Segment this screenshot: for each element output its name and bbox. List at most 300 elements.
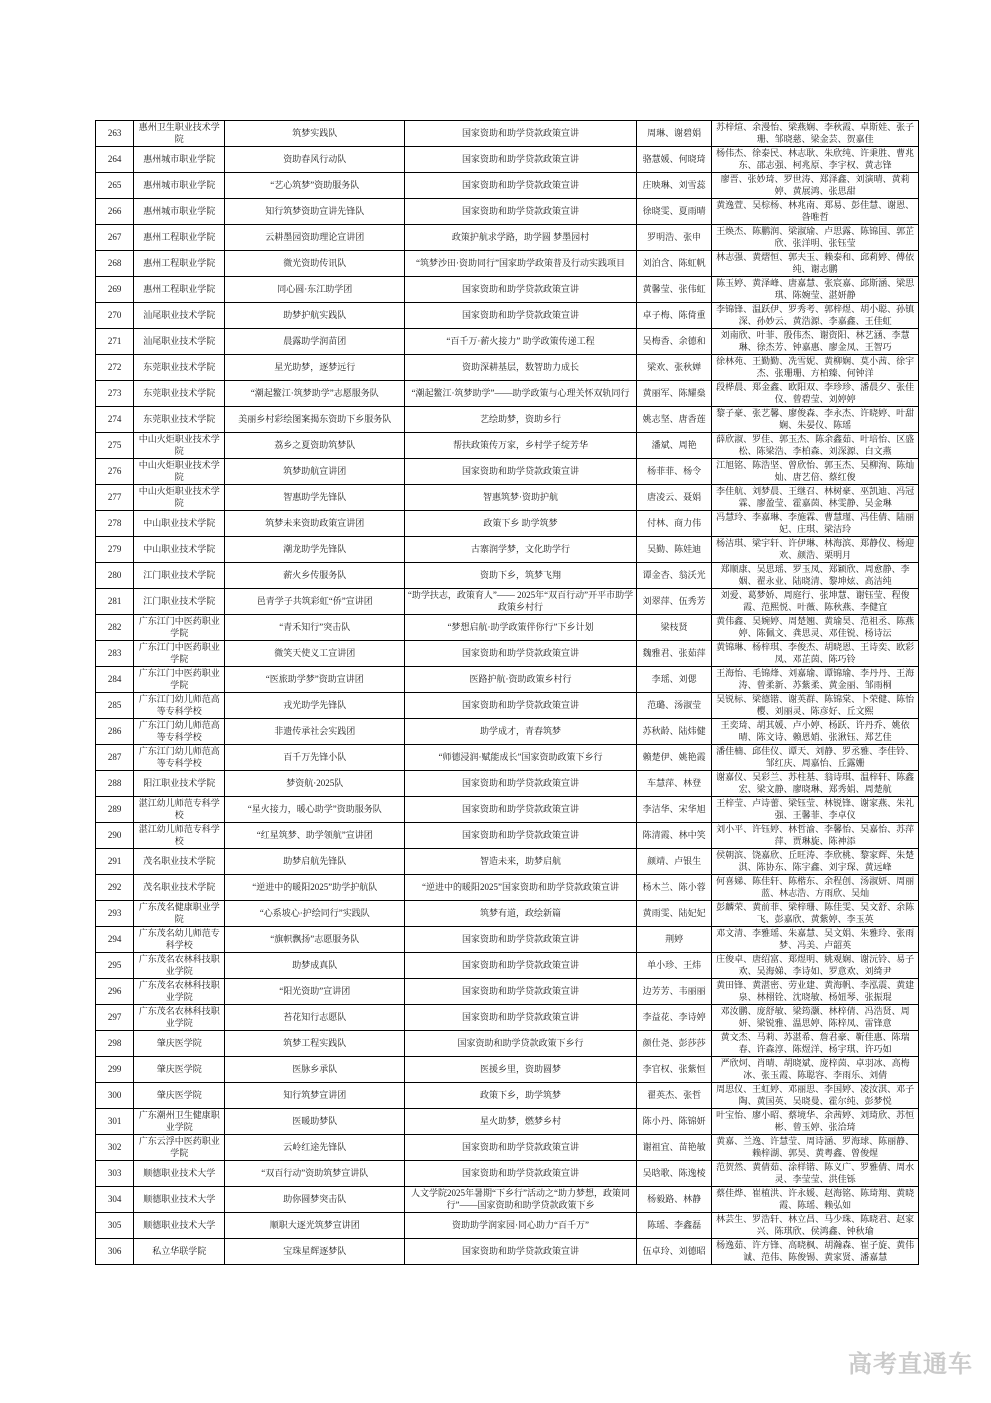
school-cell: 顺德职业技术大学 (134, 1187, 225, 1213)
school-cell: 顺德职业技术大学 (134, 1213, 225, 1239)
theme-cell: 助学成才，青春筑梦 (405, 719, 637, 745)
members-cell: 黄文杰、马莉、苏湛希、詹君豪、靳佳惠、陈瑞春、许森淳、陈煜洋、杨宇琪、许巧如 (712, 1031, 919, 1057)
members-cell: 徐林苑、王勤勤、冼雪妮、黄柳娴、莫小茜、徐宇杰、张珊珊、方柏臻、何钟洋 (712, 355, 919, 381)
school-cell: 广东江门中医药职业学院 (134, 641, 225, 667)
theme-cell: 星火助梦，燃梦乡村 (405, 1109, 637, 1135)
school-cell: 肇庆医学院 (134, 1083, 225, 1109)
table-row (96, 979, 919, 1005)
team-name-cell: “青禾知行”突击队 (225, 615, 405, 641)
table-row (96, 121, 919, 147)
members-cell: 王焕杰、陈鹏润、梁淑瑜、卢思露、陈锦国、郭芷欣、张洋明、张钰莹 (712, 225, 919, 251)
members-cell: 严欣炣、肖晴、胡晓斌、庞梓茵、卓羽冰、高梅冰、张玉霞、陈聪容、李雨乐、刘倩 (712, 1057, 919, 1083)
table-row (96, 433, 919, 459)
theme-cell: 智惠筑梦·资助护航 (405, 485, 637, 511)
advisors-cell: 边芳芳、韦丽丽 (636, 979, 711, 1005)
table-row (96, 797, 919, 823)
table-row (96, 1161, 919, 1187)
advisors-cell: 范璐、汤淑莹 (636, 693, 711, 719)
theme-cell: 国家资助和助学贷款政策下乡行 (405, 1031, 637, 1057)
theme-cell: 国家资助和助学贷款政策宣讲 (405, 303, 637, 329)
advisors-cell: 骆慧媛、何晓琦 (636, 147, 711, 173)
table-row (96, 953, 919, 979)
team-name-cell: 筑梦助航宣讲团 (225, 459, 405, 485)
row-number-cell: 290 (96, 823, 134, 849)
school-cell: 广东潮州卫生健康职业学院 (134, 1109, 225, 1135)
members-cell: 谢嘉仪、吴彩兰、苏柱基、翁诗琪、温梓轩、陈鑫宏、梁文静、廖晓琳、郑秀娟、周楚航 (712, 771, 919, 797)
row-number-cell: 285 (96, 693, 134, 719)
school-cell: 广东茂名健康职业学院 (134, 901, 225, 927)
members-cell: 郑顺康、吴思瑶、罗玉凤、郑颖欣、周愈静、李姻、翟永业、陆晓清、黎坤炫、高洁纯 (712, 563, 919, 589)
members-cell: 刘小平、许钰婷、林哲渝、李馨怡、吴嘉怡、苏萍萍、贾琳旋、陈神添 (712, 823, 919, 849)
advisors-cell: 黄雨雯、陆妃妃 (636, 901, 711, 927)
table-row (96, 173, 919, 199)
team-name-cell: 助你圆梦突击队 (225, 1187, 405, 1213)
members-cell: 苏梓煊、余漫怡、梁燕娴、李秋霞、卓斯娃、张子珊、邹晓慈、梁金芸、贺嘉佳 (712, 121, 919, 147)
theme-cell: “梦想启航·助学政策伴你行”下乡计划 (405, 615, 637, 641)
theme-cell: “师德浸润·赋能成长”国家资助政策下乡行 (405, 745, 637, 771)
members-cell: 刘爱、葛梦娇、周庭行、张坤慧、谢钰莹、程俊霞、范熙悦、叶薇、陈秋燕、李健宜 (712, 589, 919, 615)
table-row (96, 1031, 919, 1057)
advisors-cell: 陈瑶、李鑫磊 (636, 1213, 711, 1239)
team-name-cell: 微笑天使义工宣讲团 (225, 641, 405, 667)
team-name-cell: 荔乡之夏资助筑梦队 (225, 433, 405, 459)
team-name-cell: 筑梦未来资助政策宣讲团 (225, 511, 405, 537)
table-row (96, 1135, 919, 1161)
row-number-cell: 299 (96, 1057, 134, 1083)
row-number-cell: 296 (96, 979, 134, 1005)
team-name-cell: 医暖助梦队 (225, 1109, 405, 1135)
theme-cell: 国家资助和助学贷款政策宣讲 (405, 173, 637, 199)
advisors-cell: 吴梅香、余德和 (636, 329, 711, 355)
school-cell: 肇庆医学院 (134, 1057, 225, 1083)
team-name-cell: 云耕墨园资助理论宣讲团 (225, 225, 405, 251)
team-name-cell: “逆进中的暖阳2025”助学护航队 (225, 875, 405, 901)
theme-cell: “逆进中的暖阳2025”国家资助和助学贷款政策宣讲 (405, 875, 637, 901)
advisors-cell: 卓子梅、陈倚重 (636, 303, 711, 329)
row-number-cell: 273 (96, 381, 134, 407)
advisors-cell: 苏秋龄、陆炜健 (636, 719, 711, 745)
team-name-cell: 百千万先锋小队 (225, 745, 405, 771)
school-cell: 广东茂名农林科技职业学院 (134, 1005, 225, 1031)
theme-cell: 国家资助和助学贷款政策宣讲 (405, 823, 637, 849)
row-number-cell: 266 (96, 199, 134, 225)
school-cell: 湛江幼儿师范专科学校 (134, 797, 225, 823)
row-number-cell: 269 (96, 277, 134, 303)
table-row (96, 1109, 919, 1135)
members-cell: 杨逸茹、许方锋、高晓枫、胡瀚森、崔子旋、黄伟诚、范伟、陈俊锡、黄家贤、潘嘉慧 (712, 1239, 919, 1265)
members-cell: 杨洁琪、梁宇轩、许伊琳、林海滨、郑静仪、杨迎欢、颜浩、栗明月 (712, 537, 919, 563)
row-number-cell: 264 (96, 147, 134, 173)
row-number-cell: 280 (96, 563, 134, 589)
advisors-cell: 黄馨莹、张伟虹 (636, 277, 711, 303)
members-cell: 王海怡、毛锦烽、刘嘉瑜、谭锦瑜、李丹丹、王海涛、曾柔新、苏紫柔、黄金丽、邹雨桐 (712, 667, 919, 693)
advisors-cell: 梁枝贤 (636, 615, 711, 641)
advisors-cell: 伍卓玲、刘德昭 (636, 1239, 711, 1265)
school-cell: 茂名职业技术学院 (134, 849, 225, 875)
row-number-cell: 282 (96, 615, 134, 641)
members-cell: 黄逸萱、吴棕杨、林兆南、郑易、彭佳慧、谢恩、昝唯哲 (712, 199, 919, 225)
team-name-cell: 苔花知行志愿队 (225, 1005, 405, 1031)
members-cell: 段桦晨、郑金鑫、欧阳双、李珍珍、潘晨夕、张佳仪、曾碧莹、刘婷婷 (712, 381, 919, 407)
table-row (96, 225, 919, 251)
members-cell: 黄田锋、黄湛密、劳业建、黄海帆、李泓震、黄建泉、林栩铨、沈晓敏、杨妞琴、张振琨 (712, 979, 919, 1005)
team-name-cell: 顺职大逐光筑梦宣讲团 (225, 1213, 405, 1239)
school-cell: 江门职业技术学院 (134, 563, 225, 589)
members-cell: 廖晋、张妙琦、罗世涛、郑泽鑫、刘演晴、黄莉婷、黄展鸿、张思甜 (712, 173, 919, 199)
advisors-cell: 黄丽军、陈耀燊 (636, 381, 711, 407)
members-cell: 彭麟荣、黄前菲、梁梓珊、陈佳雯、吴文舒、余陈飞、彭嘉欣、黄紫婷、李玉英 (712, 901, 919, 927)
row-number-cell: 293 (96, 901, 134, 927)
row-number-cell: 304 (96, 1187, 134, 1213)
theme-cell: 国家资助和助学贷款政策宣讲 (405, 1005, 637, 1031)
members-cell: 周思仪、王虹婷、邓丽思、李国婷、凌汝淇、邓子陶、黄国英、吴晓曼、霍尔纯、彭梦悦 (712, 1083, 919, 1109)
members-cell: 潘佳楠、邱佳仪、谭天、刘静、罗丞雅、李佳铃、邹红庆、周嘉怡、丘露姗 (712, 745, 919, 771)
school-cell: 湛江幼儿师范专科学校 (134, 823, 225, 849)
members-cell: 何喜娣、陈佳轩、陈楷东、余程创、汤淑妍、周丽蓝、林志浩、方雨欣、吴灿 (712, 875, 919, 901)
school-cell: 中山火炬职业技术学院 (134, 433, 225, 459)
advisors-cell: 吴晗歌、陈逸棱 (636, 1161, 711, 1187)
table-row (96, 745, 919, 771)
table-row (96, 771, 919, 797)
theme-cell: 国家资助和助学贷款政策宣讲 (405, 1239, 637, 1265)
school-cell: 茂名职业技术学院 (134, 875, 225, 901)
theme-cell: “筑梦沙田·资助同行”国家助学政策普及行动实践项目 (405, 251, 637, 277)
school-cell: 东莞职业技术学院 (134, 355, 225, 381)
row-number-cell: 277 (96, 485, 134, 511)
advisors-cell: 李瑶、刘偲 (636, 667, 711, 693)
team-name-cell: “阳光资助”宣讲团 (225, 979, 405, 1005)
advisors-cell: 周琳、谢碧娟 (636, 121, 711, 147)
theme-cell: 帮扶政策传万家，乡村学子绽芳华 (405, 433, 637, 459)
theme-cell: 政策护航求学路，助学圆 梦墨园村 (405, 225, 637, 251)
table-row (96, 537, 919, 563)
members-cell: 王梓莹、卢诗蕾、梁钰莹、林锐锋、谢家燕、朱礼强、王馨菲、李卓仪 (712, 797, 919, 823)
members-cell: 王奕琦、胡其媛、卢小婷、杨跃、许丹乔、姚依晴、陈文诗、赖恩娋、张湫钰、郑艺佳 (712, 719, 919, 745)
team-name-cell: 潮龙助学先锋队 (225, 537, 405, 563)
school-cell: 汕尾职业技术学院 (134, 329, 225, 355)
team-name-cell: 知行筑梦宣讲团 (225, 1083, 405, 1109)
team-name-cell: 智惠助学先锋队 (225, 485, 405, 511)
advisors-cell: 杨毅路、林静 (636, 1187, 711, 1213)
advisors-cell: 车慧萍、林登 (636, 771, 711, 797)
team-name-cell: 戎光助学先锋队 (225, 693, 405, 719)
school-cell: 广东云浮中医药职业学院 (134, 1135, 225, 1161)
row-number-cell: 270 (96, 303, 134, 329)
team-name-cell: 梦资航·2025队 (225, 771, 405, 797)
members-cell: 李锦锋、温跃伊、罗秀考、郭梓煜、胡小聪、孙镇深、孙妙云、黄浩源、李嘉鑫、王佳虹 (712, 303, 919, 329)
table-row (96, 459, 919, 485)
school-cell: 中山火炬职业技术学院 (134, 485, 225, 511)
table-row (96, 199, 919, 225)
advisors-cell: 梁欢、张秋婵 (636, 355, 711, 381)
members-cell: 庄俊卓、唐绍富、郑煜明、姚观娴、谢沅铃、易子欢、吴海娣、李诗如、罗意欢、刘绮尹 (712, 953, 919, 979)
theme-cell: 政策下乡，助学筑梦 (405, 1083, 637, 1109)
advisors-cell: 李益花、李诗婷 (636, 1005, 711, 1031)
row-number-cell: 271 (96, 329, 134, 355)
row-number-cell: 283 (96, 641, 134, 667)
table-row (96, 849, 919, 875)
school-cell: 阳江职业技术学院 (134, 771, 225, 797)
results-table-body (96, 121, 919, 1265)
advisors-cell: 姚志坚、唐香莲 (636, 407, 711, 433)
theme-cell: 资助下乡，筑梦飞翔 (405, 563, 637, 589)
row-number-cell: 306 (96, 1239, 134, 1265)
school-cell: 惠州城市职业学院 (134, 199, 225, 225)
members-cell: 黄嘉、兰逸、许慧莹、周诗涵、罗海球、陈丽静、赖梓湖、郭昊、黄粤鑫、曾俊煋 (712, 1135, 919, 1161)
row-number-cell: 263 (96, 121, 134, 147)
advisors-cell: 谢祖宜、苗艳敏 (636, 1135, 711, 1161)
table-row (96, 1005, 919, 1031)
theme-cell: 国家资助和助学贷款政策宣讲 (405, 1135, 637, 1161)
advisors-cell: 潘斌、周艳 (636, 433, 711, 459)
team-name-cell: “心系坡心·护绘同行”实践队 (225, 901, 405, 927)
team-name-cell: 筑梦工程实践队 (225, 1031, 405, 1057)
team-name-cell: 同心圆·东江助学团 (225, 277, 405, 303)
theme-cell: 智造未来，助梦启航 (405, 849, 637, 875)
school-cell: 中山火炬职业技术学院 (134, 459, 225, 485)
team-name-cell: 资助春风行动队 (225, 147, 405, 173)
theme-cell: 国家资助和助学贷款政策宣讲 (405, 121, 637, 147)
table-row (96, 277, 919, 303)
school-cell: 顺德职业技术大学 (134, 1161, 225, 1187)
theme-cell: 国家资助和助学贷款政策宣讲 (405, 953, 637, 979)
row-number-cell: 274 (96, 407, 134, 433)
row-number-cell: 276 (96, 459, 134, 485)
members-cell: 江旭铭、陈浩坚、曾欣怡、郭玉杰、吴柳洵、陈灿灿、唐艺倍、蔡红俊 (712, 459, 919, 485)
school-cell: 中山职业技术学院 (134, 511, 225, 537)
members-cell: 吴锐标、梁德锴、谢英群、陈锦棠、卜荣健、陈怡樱、刘丽灵、陈彦好、丘文熙 (712, 693, 919, 719)
theme-cell: 国家资助和助学贷款政策宣讲 (405, 797, 637, 823)
row-number-cell: 284 (96, 667, 134, 693)
advisors-cell: 付林、商力伟 (636, 511, 711, 537)
team-name-cell: 助梦成真队 (225, 953, 405, 979)
advisors-cell: 刘泊含、陈虹帆 (636, 251, 711, 277)
theme-cell: 人文学院2025年暑期“下乡行”活动之“助力梦想，政策同行”——国家资助和助学贷款政策下乡 (405, 1187, 637, 1213)
school-cell: 惠州卫生职业技术学院 (134, 121, 225, 147)
members-cell: 刘南欣、叶菲、殷伟杰、谢资阳、林艺涵、李慧琳、徐杰芳、钟嘉惠、廖金凤、王智巧 (712, 329, 919, 355)
theme-cell: 国家资助和助学贷款政策宣讲 (405, 199, 637, 225)
row-number-cell: 275 (96, 433, 134, 459)
row-number-cell: 268 (96, 251, 134, 277)
school-cell: 私立华联学院 (134, 1239, 225, 1265)
theme-cell: “助学扶志，政策育人”—— 2025年“双百行动”开平市助学政策乡村行 (405, 589, 637, 615)
row-number-cell: 281 (96, 589, 134, 615)
theme-cell: “潮起鳘江·筑梦助学”——助学政策与心理关怀双轨同行 (405, 381, 637, 407)
school-cell: 广东江门中医药职业学院 (134, 615, 225, 641)
members-cell: 叶宝怡、廖小昭、蔡境华、余茜婷、刘琦欣、苏恒彬、曾玉婷、张洽琦 (712, 1109, 919, 1135)
school-cell: 广东江门中医药职业学院 (134, 667, 225, 693)
row-number-cell: 294 (96, 927, 134, 953)
school-cell: 江门职业技术学院 (134, 589, 225, 615)
school-cell: 汕尾职业技术学院 (134, 303, 225, 329)
members-cell: 李佳航、刘梦晨、王继召、林树豪、巫凯迪、冯冠霖、廖盈莹、霍嘉茵、林雯静、吴金琳 (712, 485, 919, 511)
team-name-cell: 筑梦实践队 (225, 121, 405, 147)
team-name-cell: “星火接力，暖心助学”资助服务队 (225, 797, 405, 823)
row-number-cell: 291 (96, 849, 134, 875)
school-cell: 广东茂名农林科技职业学院 (134, 953, 225, 979)
advisors-cell: 李官权、张紫恒 (636, 1057, 711, 1083)
theme-cell: “百千万·薪火接力” 助学政策传递工程 (405, 329, 637, 355)
table-row (96, 1187, 919, 1213)
table-row (96, 147, 919, 173)
members-cell: 范贺然、黄倩茹、涂样锴、陈义广、罗雅倩、周水灵、李莹莹、洪佳铄 (712, 1161, 919, 1187)
team-name-cell: 微光资助传讯队 (225, 251, 405, 277)
school-cell: 广东江门幼儿师范高等专科学校 (134, 745, 225, 771)
team-name-cell: 晨露助学润苗团 (225, 329, 405, 355)
theme-cell: 国家资助和助学贷款政策宣讲 (405, 927, 637, 953)
members-cell: 黄锦琳、杨梓琪、李俊杰、胡晓恩、王诗奕、欧彩凤、邓芷茵、陈巧铃 (712, 641, 919, 667)
advisors-cell: 庄映琳、刘雪蕊 (636, 173, 711, 199)
theme-cell: 资助深耕基层，数智助力成长 (405, 355, 637, 381)
table-row (96, 667, 919, 693)
team-name-cell: “双百行动”资助筑梦宣讲队 (225, 1161, 405, 1187)
advisors-cell: 赖楚伊、姚艳霞 (636, 745, 711, 771)
members-cell: 林芸生、罗浩轩、林立昌、马少珠、陈晓君、赵家兴、陈琪欣、侯鸿鑫、钟秋瑜 (712, 1213, 919, 1239)
team-name-cell: “医旅助学梦”资助宣讲团 (225, 667, 405, 693)
row-number-cell: 278 (96, 511, 134, 537)
team-name-cell: “艺心筑梦”资助服务队 (225, 173, 405, 199)
team-name-cell: 非遗传承社会实践团 (225, 719, 405, 745)
team-name-cell: 助梦护航实践队 (225, 303, 405, 329)
team-name-cell: 邑青学子共筑彩虹“侨”宣讲团 (225, 589, 405, 615)
members-cell: 邓文清、李雅瑶、朱嘉慧、吴文娟、朱雅玲、张雨梦、冯美、卢韶英 (712, 927, 919, 953)
team-name-cell: 云岭红途先锋队 (225, 1135, 405, 1161)
table-row (96, 1057, 919, 1083)
school-cell: 广东江门幼儿师范高等专科学校 (134, 719, 225, 745)
table-row (96, 485, 919, 511)
theme-cell: 国家资助和助学贷款政策宣讲 (405, 277, 637, 303)
theme-cell: 医路护航·资助政策乡村行 (405, 667, 637, 693)
advisors-cell: 荆婷 (636, 927, 711, 953)
row-number-cell: 305 (96, 1213, 134, 1239)
table-row (96, 875, 919, 901)
row-number-cell: 300 (96, 1083, 134, 1109)
table-row (96, 927, 919, 953)
team-name-cell: 助梦启航先锋队 (225, 849, 405, 875)
theme-cell: 国家资助和助学贷款政策宣讲 (405, 641, 637, 667)
advisors-cell: 颜仕尧、彭莎莎 (636, 1031, 711, 1057)
school-cell: 肇庆医学院 (134, 1031, 225, 1057)
school-cell: 广东茂名幼儿师范专科学校 (134, 927, 225, 953)
row-number-cell: 265 (96, 173, 134, 199)
school-cell: 东莞职业技术学院 (134, 381, 225, 407)
school-cell: 惠州工程职业学院 (134, 251, 225, 277)
table-row (96, 693, 919, 719)
theme-cell: 政策下乡 助学筑梦 (405, 511, 637, 537)
advisors-cell: 吴勤、陈娃迪 (636, 537, 711, 563)
table-row (96, 407, 919, 433)
school-cell: 广东江门幼儿师范高等专科学校 (134, 693, 225, 719)
school-cell: 惠州工程职业学院 (134, 277, 225, 303)
advisors-cell: 颜靖、卢银生 (636, 849, 711, 875)
members-cell: 陈玉婷、黄泽峰、唐嘉慧、张宸嘉、邱斯涵、梁思琪、陈婉莹、湛妍静 (712, 277, 919, 303)
row-number-cell: 289 (96, 797, 134, 823)
school-cell: 广东茂名农林科技职业学院 (134, 979, 225, 1005)
members-cell: 蔡佳烨、崔植洪、许永媛、赵海铭、陈琦翔、黄晓霞、陈瑶、赖弘如 (712, 1187, 919, 1213)
team-name-cell: 知行筑梦资助宣讲先锋队 (225, 199, 405, 225)
theme-cell: 艺绘助梦，资助乡行 (405, 407, 637, 433)
members-cell: 黎子豪、张艺馨、廖俊森、李永杰、许晓婷、叶甜娴、朱晏仪、陈瑶 (712, 407, 919, 433)
theme-cell: 国家资助和助学贷款政策宣讲 (405, 979, 637, 1005)
members-cell: 林志强、黄熠恒、郭夫玉、赖泰和、邱莉婷、傅依纯、谢志鹏 (712, 251, 919, 277)
table-row (96, 641, 919, 667)
team-name-cell: “红星筑梦、助学领航”宣讲团 (225, 823, 405, 849)
row-number-cell: 288 (96, 771, 134, 797)
members-cell: 杨伟杰、徐泰民、林志耿、朱欣纯、许秉胜、曹兆东、邵志强、柯兆原、李宇权、黄志锋 (712, 147, 919, 173)
table-row (96, 615, 919, 641)
theme-cell: 筑梦有道，政绘新篇 (405, 901, 637, 927)
advisors-cell: 徐晓雯、夏雨晴 (636, 199, 711, 225)
theme-cell: 国家资助和助学贷款政策宣讲 (405, 1161, 637, 1187)
row-number-cell: 301 (96, 1109, 134, 1135)
table-row (96, 329, 919, 355)
school-cell: 惠州工程职业学院 (134, 225, 225, 251)
advisors-cell: 谭金杏、翁沃光 (636, 563, 711, 589)
row-number-cell: 303 (96, 1161, 134, 1187)
advisors-cell: 陈清霞、林中笑 (636, 823, 711, 849)
school-cell: 惠州城市职业学院 (134, 147, 225, 173)
table-row (96, 511, 919, 537)
members-cell: 冯慧玲、李嘉琳、李施霖、曹慧瑾、冯佳倩、陆丽妃、庄琪、梁洁玲 (712, 511, 919, 537)
advisors-cell: 杨菲菲、杨令 (636, 459, 711, 485)
advisors-cell: 翟英杰、张哲 (636, 1083, 711, 1109)
advisors-cell: 魏雅君、张茹萍 (636, 641, 711, 667)
theme-cell: 古寨润学梦，文化助学行 (405, 537, 637, 563)
team-name-cell: 薪火乡传服务队 (225, 563, 405, 589)
members-cell: 黄伟鑫、吴婉婷、周楚翘、黄瑜昊、范祖丞、陈燕婷、陈佩文、龚思灵、邓佳锐、杨诗沄 (712, 615, 919, 641)
table-row (96, 251, 919, 277)
table-row (96, 823, 919, 849)
table-row (96, 381, 919, 407)
table-row (96, 355, 919, 381)
team-name-cell: 宝珠星辉逐梦队 (225, 1239, 405, 1265)
row-number-cell: 302 (96, 1135, 134, 1161)
table-row (96, 1083, 919, 1109)
watermark: 高考直通车 (848, 1351, 973, 1378)
members-cell: 侯朝滨、饶嘉欣、丘旺涛、李欣桃、黎家辉、朱楚淇、陈协东、陈宇鑫、刘宇琛、黄远峰 (712, 849, 919, 875)
members-cell: 薛欣淑、罗佳、郭玉杰、陈余鑫茹、叶培怡、区盛松、陈梁浩、李柏森、刘深源、白文燕 (712, 433, 919, 459)
row-number-cell: 287 (96, 745, 134, 771)
table-row (96, 1239, 919, 1265)
team-name-cell: 美丽乡村彩绘图案揭东资助下乡服务队 (225, 407, 405, 433)
table-row (96, 303, 919, 329)
theme-cell: 国家资助和助学贷款政策宣讲 (405, 147, 637, 173)
theme-cell: 资助助学润家园·同心助力“百千万” (405, 1213, 637, 1239)
table-row (96, 563, 919, 589)
row-number-cell: 298 (96, 1031, 134, 1057)
row-number-cell: 279 (96, 537, 134, 563)
advisors-cell: 罗明浩、张申 (636, 225, 711, 251)
team-name-cell: 星光助梦，逐梦远行 (225, 355, 405, 381)
theme-cell: 医援乡里，资助圆梦 (405, 1057, 637, 1083)
table-row (96, 719, 919, 745)
advisors-cell: 杨木兰、陈小蓉 (636, 875, 711, 901)
theme-cell: 国家资助和助学贷款政策宣讲 (405, 771, 637, 797)
table-row (96, 589, 919, 615)
row-number-cell: 295 (96, 953, 134, 979)
team-name-cell: “旗帜飘扬”志愿服务队 (225, 927, 405, 953)
advisors-cell: 单小珍、王炜 (636, 953, 711, 979)
team-name-cell: 医脉乡承队 (225, 1057, 405, 1083)
row-number-cell: 297 (96, 1005, 134, 1031)
members-cell: 邓汝鹏、庞舒敏、梁筠灏、林梓倩、冯浩贤、周妍、梁锐雅、温思婷、陈梓凤、雷锋意 (712, 1005, 919, 1031)
advisors-cell: 刘翠萍、伍秀芳 (636, 589, 711, 615)
row-number-cell: 286 (96, 719, 134, 745)
school-cell: 中山职业技术学院 (134, 537, 225, 563)
theme-cell: 国家资助和助学贷款政策宣讲 (405, 693, 637, 719)
theme-cell: 国家资助和助学贷款政策宣讲 (405, 459, 637, 485)
team-name-cell: “潮起鳘江·筑梦助学”志愿服务队 (225, 381, 405, 407)
